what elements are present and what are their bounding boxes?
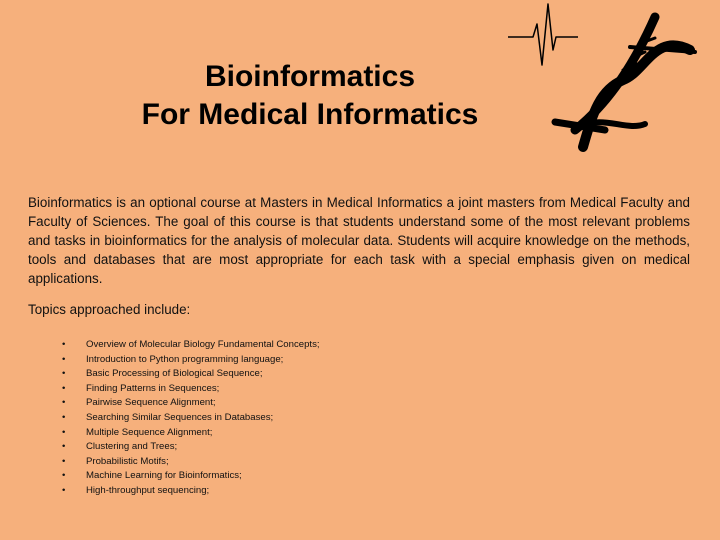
topic-item: • Finding Patterns in Sequences; [62, 382, 320, 397]
heartbeat-icon [508, 4, 578, 65]
topic-item: • Overview of Molecular Biology Fundamental Concepts; [62, 338, 320, 353]
dna-helix-icon [505, 2, 705, 162]
topic-item: • High-throughput sequencing; [62, 484, 320, 499]
topic-item: • Basic Processing of Biological Sequence; [62, 367, 320, 382]
course-description: Bioinformatics is an optional course at Masters in Medical Informatics a joint masters from Medical Faculty and Faculty of Sciences. The goal of this course is that students understand some of the most relevant problems and tasks in bioinformatics for the analysis of molecular data. Students will acquire knowledge on the methods, tools and databases that are most appropriate for each task with a special emphasis given on medical applications. [28, 195, 690, 287]
topics-heading: Topics approached include: [28, 302, 191, 317]
topic-item: • Pairwise Sequence Alignment; [62, 396, 320, 411]
topic-item: • Probabilistic Motifs; [62, 455, 320, 470]
topic-item: • Machine Learning for Bioinformatics; [62, 469, 320, 484]
topic-item: • Clustering and Trees; [62, 440, 320, 455]
title-line-1: Bioinformatics [204, 60, 416, 93]
slide-title [60, 58, 560, 134]
topic-item: • Searching Similar Sequences in Databases; [62, 411, 320, 426]
title-line-2: For Medical Informatics [141, 98, 479, 131]
topics-list [62, 338, 320, 499]
topic-item: • Multiple Sequence Alignment; [62, 426, 320, 441]
topic-item: • Introduction to Python programming language; [62, 353, 320, 368]
